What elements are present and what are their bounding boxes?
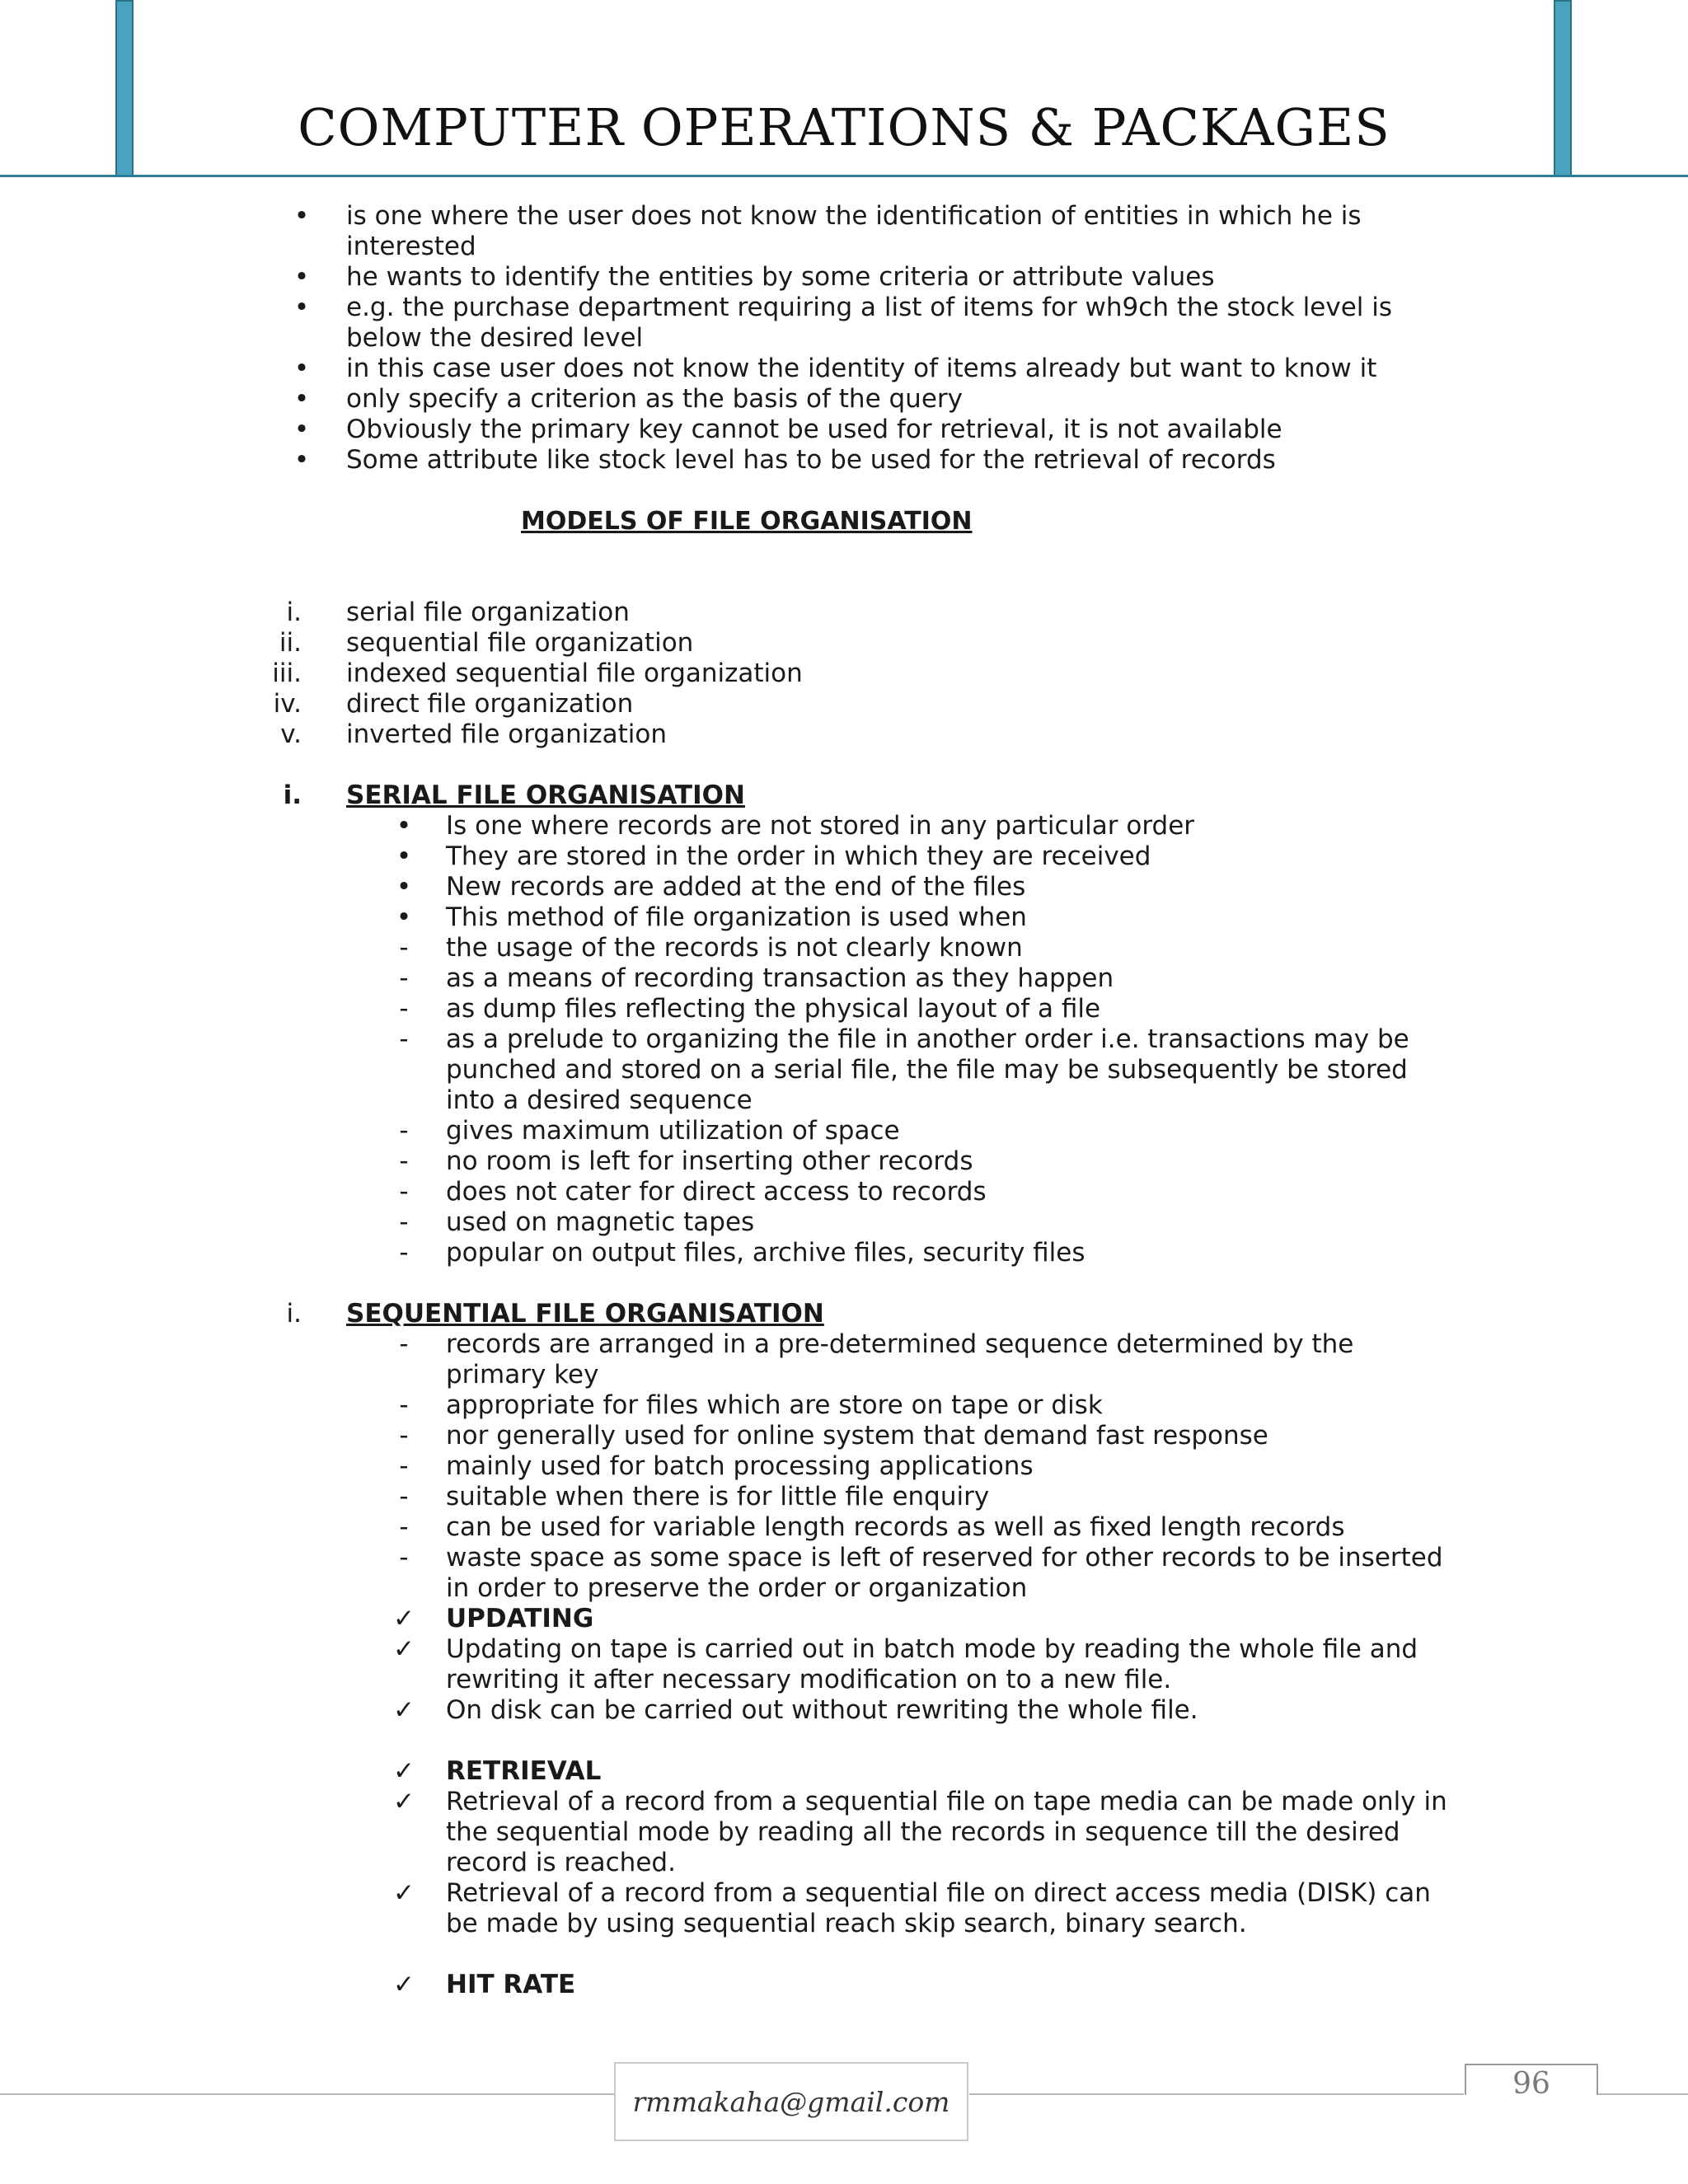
list-item: - mainly used for batch processing applications <box>0 1451 1688 1482</box>
list-item: - can be used for variable length records as well as fixed length records <box>0 1512 1688 1543</box>
dash-marker: - <box>399 1482 409 1511</box>
roman-numeral: iv. <box>273 689 302 719</box>
list-item: - suitable when there is for little file enquiry <box>0 1482 1688 1512</box>
list-item: ✓ Updating on tape is carried out in batch mode by reading the whole file and rewriting it after necessary modification on to a new file. <box>0 1634 1688 1695</box>
spacer <box>0 476 1688 506</box>
check-icon: ✓ <box>393 1604 415 1633</box>
list-item: • e.g. the purchase department requiring a list of items for wh9ch the stock level is below the desired level <box>0 293 1688 354</box>
list-item: • New records are added at the end of the files <box>0 872 1688 902</box>
dash-marker: - <box>399 994 409 1024</box>
serial-heading: i. SERIAL FILE ORGANISATION <box>0 780 1688 811</box>
footer-rule <box>969 2093 1464 2095</box>
roman-numeral: ii. <box>279 628 302 658</box>
dash-marker: - <box>399 1512 409 1542</box>
hit-rate-heading: ✓ HIT RATE <box>0 1970 1688 2000</box>
dash-marker: - <box>399 933 409 963</box>
list-item: ✓ On disk can be carried out without rewriting the whole file. <box>0 1695 1688 1726</box>
spacer <box>0 537 1688 598</box>
list-item: - records are arranged in a pre-determined sequence determined by the primary key <box>0 1329 1688 1390</box>
list-item: - nor generally used for online system that demand fast response <box>0 1421 1688 1451</box>
list-item: ii. sequential file organization <box>0 628 1688 658</box>
page-number: 96 <box>1512 2067 1550 2101</box>
list-item: - as a means of recording transaction as they happen <box>0 963 1688 994</box>
check-icon: ✓ <box>393 1878 415 1908</box>
list-item: ✓ Retrieval of a record from a sequential file on tape media can be made only in the sequential mode by reading all the records in sequence till the desired record is reached. <box>0 1787 1688 1878</box>
dash-marker: - <box>399 1451 409 1481</box>
dash-marker: - <box>399 1421 409 1451</box>
spacer <box>0 1268 1688 1299</box>
check-icon: ✓ <box>393 1756 415 1786</box>
bullet-marker: • <box>396 872 412 902</box>
list-item: iii. indexed sequential file organization <box>0 658 1688 689</box>
list-item: • This method of file organization is used when <box>0 902 1688 933</box>
dash-marker: - <box>399 1116 409 1146</box>
list-item: iv. direct file organization <box>0 689 1688 719</box>
retrieval-heading: ✓ RETRIEVAL <box>0 1756 1688 1787</box>
bullet-marker: • <box>293 415 310 444</box>
list-item: • Is one where records are not stored in any particular order <box>0 811 1688 841</box>
header-rule <box>0 175 1688 177</box>
footer-email: rmmakaha@gmail.com <box>614 2062 968 2141</box>
dash-marker: - <box>399 1146 409 1176</box>
serial-section <box>0 780 1688 1268</box>
check-icon: ✓ <box>393 1787 415 1816</box>
list-item: - the usage of the records is not clearly known <box>0 933 1688 963</box>
check-icon: ✓ <box>393 1970 415 1999</box>
footer-rule <box>0 2093 614 2095</box>
models-list <box>0 598 1688 750</box>
sequential-heading: i. SEQUENTIAL FILE ORGANISATION <box>0 1299 1688 1329</box>
updating-heading: ✓ UPDATING <box>0 1604 1688 1634</box>
spacer <box>0 750 1688 780</box>
dash-marker: - <box>399 963 409 993</box>
bullet-marker: • <box>396 902 412 932</box>
check-icon: ✓ <box>393 1695 415 1725</box>
list-item: • Obviously the primary key cannot be used for retrieval, it is not available <box>0 415 1688 445</box>
roman-numeral: iii. <box>272 658 302 688</box>
roman-numeral: i. <box>286 598 302 627</box>
bullet-marker: • <box>293 293 310 322</box>
list-item: v. inverted file organization <box>0 719 1688 750</box>
document-body <box>0 201 1688 2000</box>
section-numeral: i. <box>283 780 302 810</box>
footer-rule <box>1597 2093 1688 2095</box>
list-item: • They are stored in the order in which they are received <box>0 841 1688 872</box>
list-item: - as dump files reflecting the physical layout of a file <box>0 994 1688 1024</box>
list-item: - used on magnetic tapes <box>0 1207 1688 1238</box>
intro-bullet-list <box>0 201 1688 476</box>
list-item: - as a prelude to organizing the file in another order i.e. transactions may be punched and stored on a serial file, the file may be subsequently be stored into a desired sequence <box>0 1024 1688 1116</box>
list-item: i. serial file organization <box>0 598 1688 628</box>
check-icon: ✓ <box>393 1634 415 1664</box>
spacer <box>0 1939 1688 1970</box>
list-item: - gives maximum utilization of space <box>0 1116 1688 1146</box>
dash-marker: - <box>399 1390 409 1420</box>
section-numeral: i. <box>286 1299 302 1329</box>
bullet-marker: • <box>293 354 310 383</box>
dash-marker: - <box>399 1543 409 1572</box>
list-item: ✓ Retrieval of a record from a sequential file on direct access media (DISK) can be made by using sequential reach skip search, binary search. <box>0 1878 1688 1939</box>
dash-marker: - <box>399 1177 409 1207</box>
list-item: • only specify a criterion as the basis of the query <box>0 384 1688 415</box>
dash-marker: - <box>399 1024 409 1054</box>
bullet-marker: • <box>396 841 412 871</box>
page-title: COMPUTER OPERATIONS & PACKAGES <box>298 97 1390 157</box>
bullet-marker: • <box>293 262 310 292</box>
list-item: - popular on output files, archive files, security files <box>0 1238 1688 1268</box>
spacer <box>0 1726 1688 1756</box>
bullet-marker: • <box>396 811 412 841</box>
list-item: • is one where the user does not know the identification of entities in which he is interested <box>0 201 1688 262</box>
roman-numeral: v. <box>280 719 302 749</box>
dash-marker: - <box>399 1329 409 1359</box>
bullet-marker: • <box>293 445 310 475</box>
list-item: - appropriate for files which are store on tape or disk <box>0 1390 1688 1421</box>
list-item: • in this case user does not know the identity of items already but want to know it <box>0 354 1688 384</box>
list-item: • he wants to identify the entities by some criteria or attribute values <box>0 262 1688 293</box>
list-item: - waste space as some space is left of reserved for other records to be inserted in order to preserve the order or organization <box>0 1543 1688 1604</box>
list-item: - no room is left for inserting other records <box>0 1146 1688 1177</box>
models-heading: MODELS OF FILE ORGANISATION <box>521 507 973 536</box>
list-item: • Some attribute like stock level has to be used for the retrieval of records <box>0 445 1688 476</box>
bullet-marker: • <box>293 201 310 231</box>
dash-marker: - <box>399 1207 409 1237</box>
sequential-section <box>0 1299 1688 2000</box>
dash-marker: - <box>399 1238 409 1268</box>
bullet-marker: • <box>293 384 310 414</box>
list-item: - does not cater for direct access to records <box>0 1177 1688 1207</box>
